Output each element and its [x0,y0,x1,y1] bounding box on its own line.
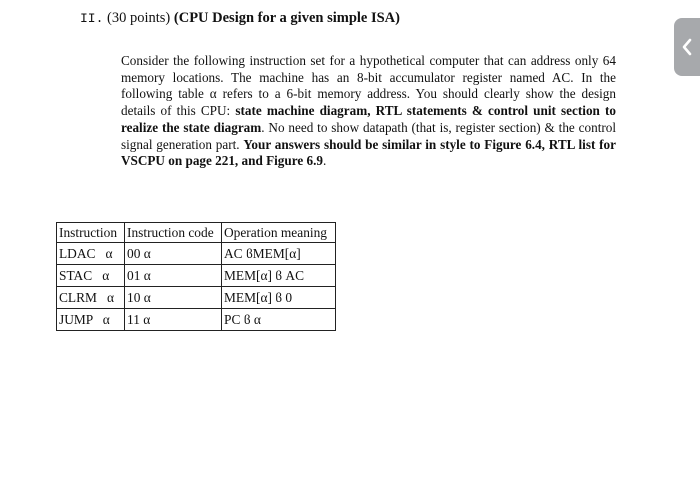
table-row [57,287,336,309]
header-instruction: Instruction [57,223,125,243]
table-row [57,309,336,331]
cell-meaning: MEM[α] ϐ 0 [222,287,336,309]
body-bold-2: Your answers should be similar in style to Figure 6.4, RTL list for VSCPU on page 221, and Figure 6.9 [121,136,616,169]
chevron-left-icon [681,37,693,57]
cell-code: 01 α [125,265,222,287]
cell-code: 11 α [125,309,222,331]
question-points: (30 points) [107,10,171,26]
side-panel-tab[interactable] [674,18,700,76]
cell-instruction: STAC α [57,265,125,287]
question-heading [80,10,400,27]
cell-meaning: AC ϐMEM[α] [222,243,336,265]
table-header-row [57,223,336,243]
cell-code: 00 α [125,243,222,265]
cell-meaning: PC ϐ α [222,309,336,331]
body-text-3: . [323,153,327,169]
cell-instruction: LDAC α [57,243,125,265]
question-body [121,53,616,170]
body-bold-1: state machine diagram, RTL statements & control unit section to realize the state diagram [121,103,616,135]
table-row [57,265,336,287]
cell-instruction: JUMP α [57,309,125,331]
body-text-1: Consider the following instruction set for a hypothetical computer that can address only 64 memory locations. The machine has an 8-bit accumulator register named AC. In the following table α refers to a 6-bit memory address. You should clearly show the design details of this CPU: [121,53,616,119]
table-row [57,243,336,265]
cell-code: 10 α [125,287,222,309]
instruction-set-table [56,222,336,331]
header-instruction-code: Instruction code [125,223,222,243]
cell-meaning: MEM[α] ϐ AC [222,265,336,287]
header-operation-meaning: Operation meaning [222,223,336,243]
question-number: II. [80,11,104,26]
question-title: (CPU Design for a given simple ISA) [173,10,400,26]
cell-instruction: CLRM α [57,287,125,309]
body-text-2: . No need to show datapath (that is, register section) & the control signal generation part. [121,119,617,152]
